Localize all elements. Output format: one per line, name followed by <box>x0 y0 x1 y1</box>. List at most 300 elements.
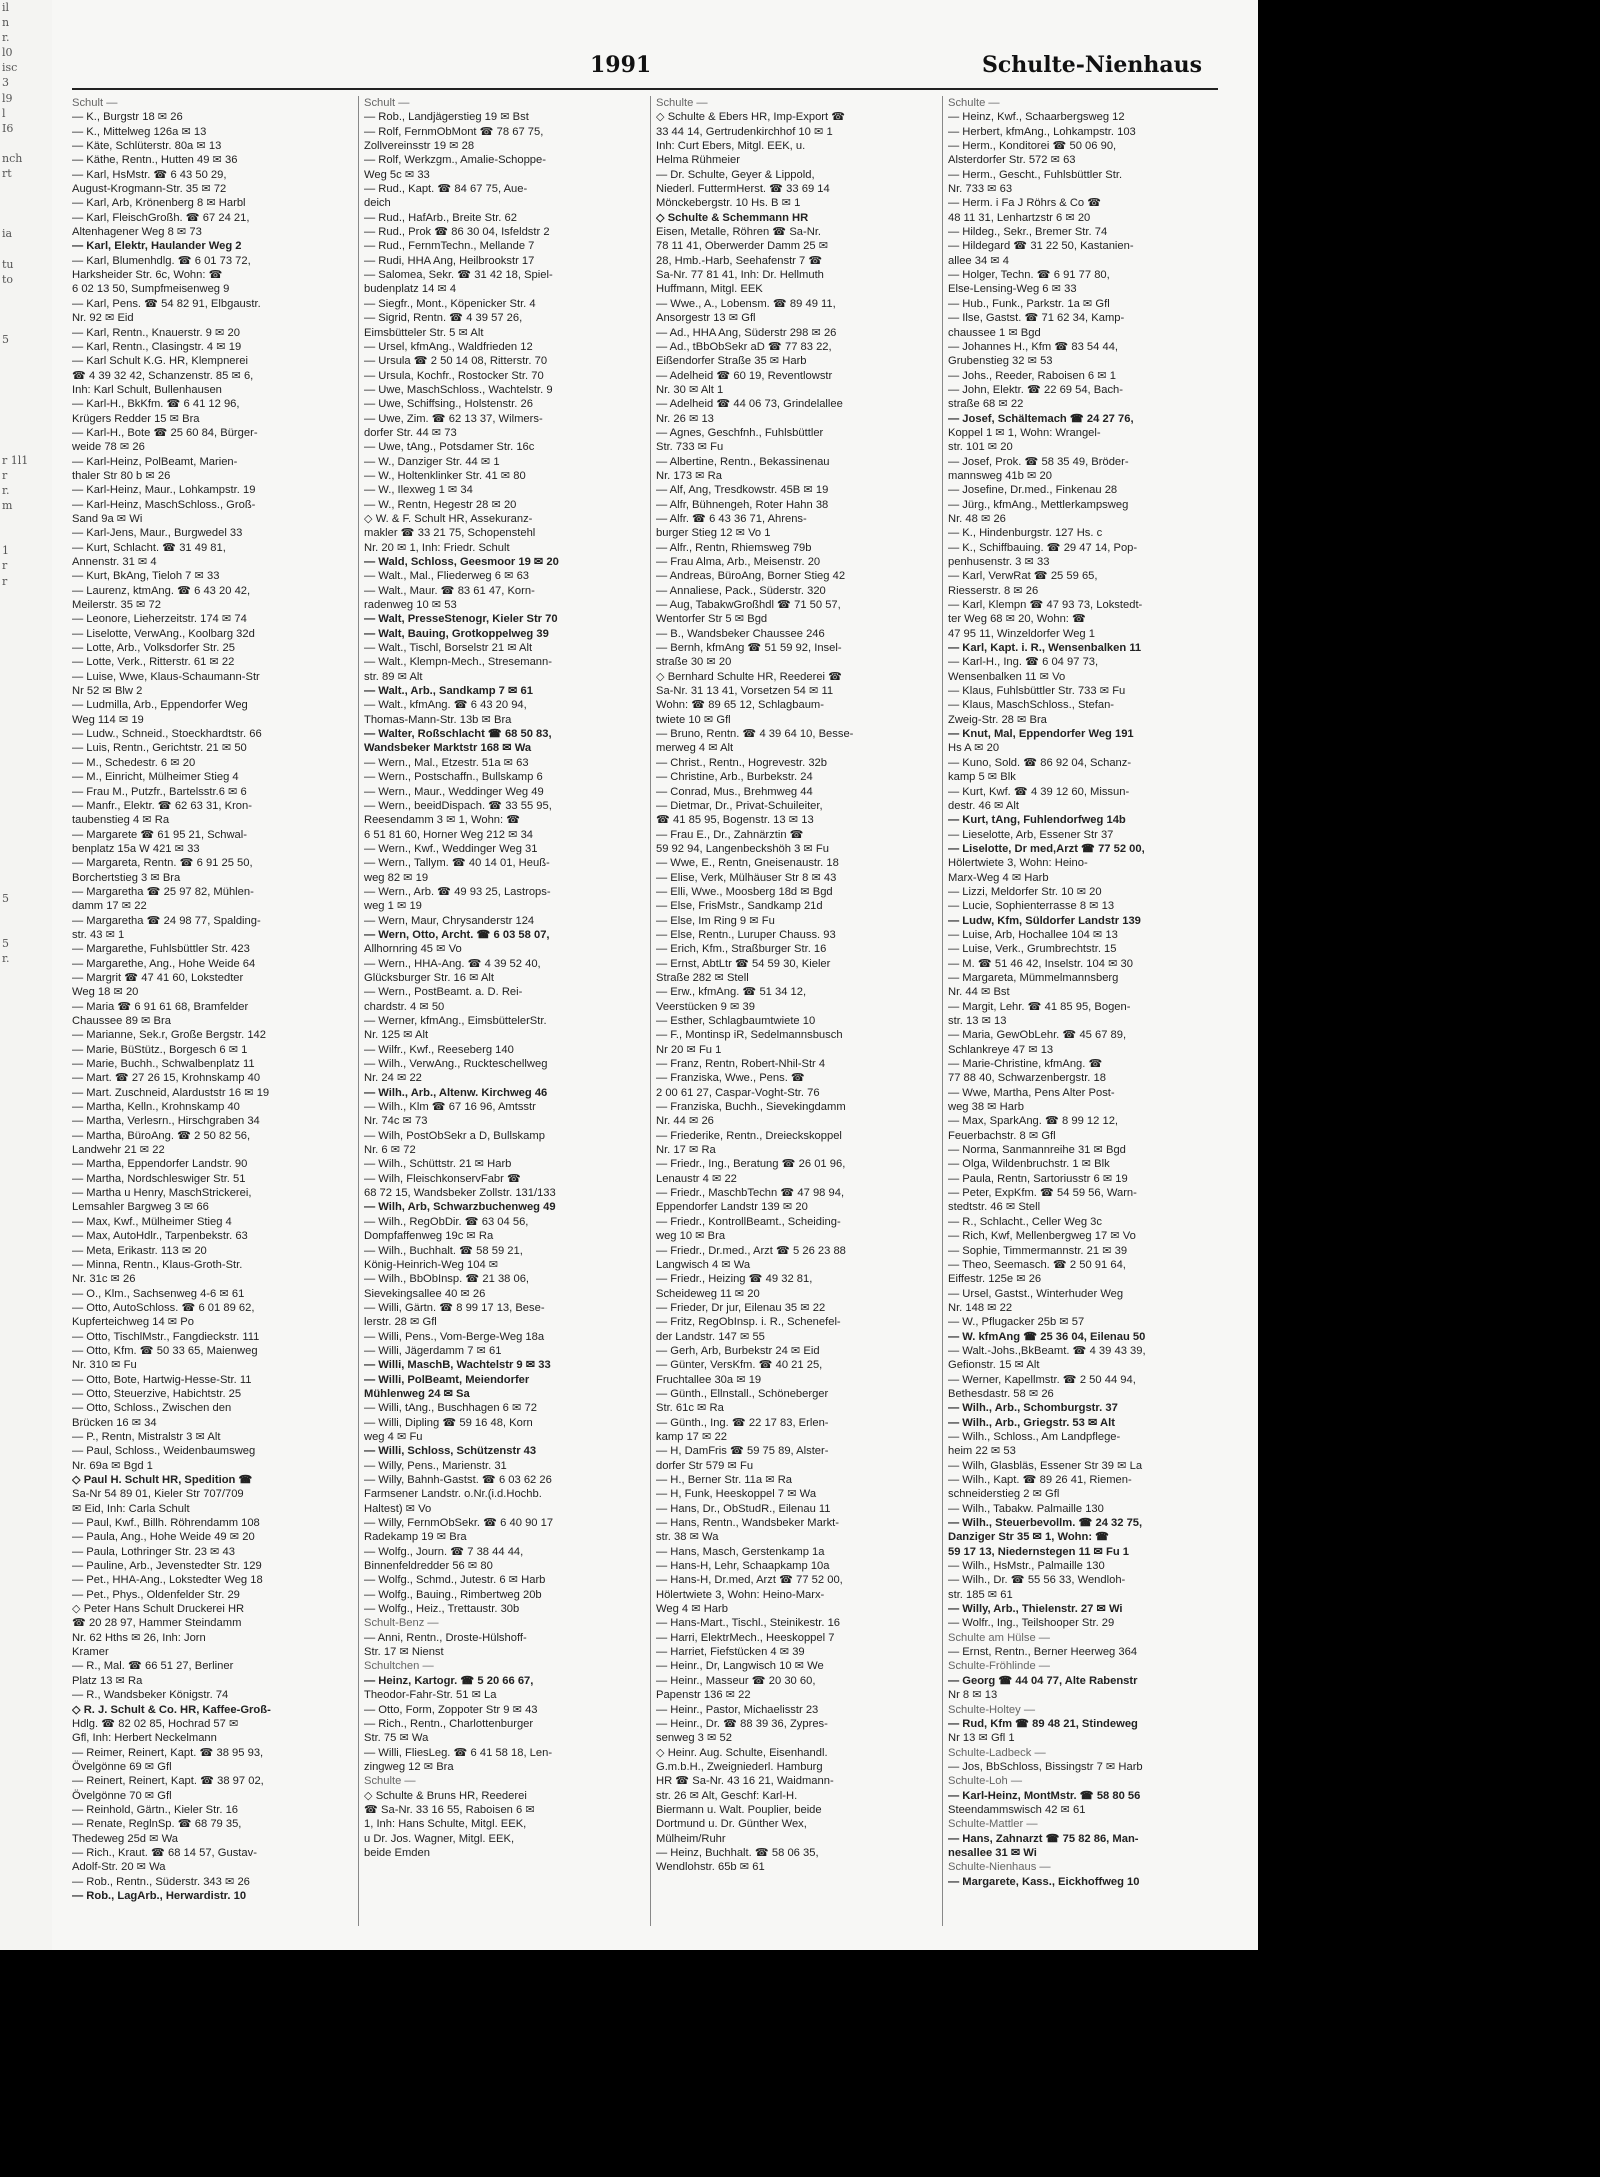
gutter-fragment <box>0 1751 52 1766</box>
directory-entry: — Karl-Heinz, Maur., Lohkampstr. 19 <box>72 484 256 497</box>
gutter-fragment: l <box>2 106 6 120</box>
directory-entry: 47 95 11, Winzeldorfer Weg 1 <box>948 627 1095 640</box>
directory-entry: — Wilh, PostObSekr a D, Bullskamp <box>364 1129 545 1142</box>
directory-entry: — H, DamFris ☎ 59 75 89, Alster- <box>656 1445 829 1458</box>
section-heading: Schulte-Holtey — <box>948 1703 1036 1716</box>
directory-entry: weg 1 ✉ 19 <box>364 900 422 913</box>
directory-entry: — Reinhold, Gärtn., Kieler Str. 16 <box>72 1803 239 1816</box>
directory-entry: — Karl, Kapt. i. R., Wensenbalken 11 <box>948 642 1142 655</box>
directory-entry: — Friedr., Heizing ☎ 49 32 81, <box>656 1273 813 1286</box>
directory-entry: Str. 75 ✉ Wa <box>364 1732 429 1745</box>
directory-entry: ☎ 4 39 32 42, Schanzenstr. 85 ✉ 6, <box>72 369 254 382</box>
gutter-fragment <box>0 1208 52 1223</box>
directory-entry: — Esther, Schlagbaumtwiete 10 <box>656 1015 816 1027</box>
directory-entry: — Walt., Klempn-Mech., Stresemann- <box>364 656 552 669</box>
directory-entry: — Karl, Elektr, Haulander Weg 2 <box>72 240 242 253</box>
directory-entry: — Wald, Schloss, Geesmoor 19 ✉ 20 <box>364 556 559 568</box>
gutter-fragment <box>0 1011 52 1026</box>
directory-entry: Weg 5c ✉ 33 <box>364 168 430 181</box>
directory-entry: — Aug, TabakwGroßhdl ☎ 71 50 57, <box>656 599 841 612</box>
section-heading: Schultchen — <box>364 1660 434 1673</box>
gutter-fragment <box>0 589 52 604</box>
gutter-fragment <box>0 438 52 453</box>
directory-entry: Nr. 20 ✉ 1, Inh: Friedr. Schult <box>364 541 510 554</box>
section-heading: Schulte — <box>656 97 708 109</box>
directory-entry: — Rud., Prok ☎ 86 30 04, Isfeldstr 2 <box>364 226 550 239</box>
directory-entry: — Günth., Ing. ☎ 22 17 83, Erlen- <box>656 1416 829 1429</box>
directory-entry: — Elise, Verk, Mülhäuser Str 8 ✉ 43 <box>656 871 837 884</box>
gutter-fragment <box>0 347 52 362</box>
directory-entry: Nr. 48 ✉ 26 <box>948 512 1006 525</box>
directory-entry: — Rud., Kapt. ☎ 84 67 75, Aue- <box>364 183 528 196</box>
directory-entry: — Christine, Arb., Burbekstr. 24 <box>656 771 813 784</box>
directory-entry: — Paula, Ang., Hohe Weide 49 ✉ 20 <box>72 1531 255 1544</box>
directory-entry: Sievekingsallee 40 ✉ 26 <box>364 1287 486 1300</box>
gutter-fragment <box>0 1238 52 1253</box>
directory-entry: — Minna, Rentn., Klaus-Groth-Str. <box>72 1258 243 1271</box>
directory-entry: — Wwe., A., Lobensm. ☎ 89 49 11, <box>656 297 836 310</box>
directory-entry: — Karl-Heinz, MaschSchloss., Groß- <box>72 498 256 511</box>
directory-entry: beide Emden <box>364 1846 430 1859</box>
directory-entry: — Rich., Rentn., Charlottenburger <box>364 1717 534 1730</box>
directory-entry: — Willy, FernmObSekr. ☎ 6 40 90 17 <box>364 1517 554 1530</box>
gutter-fragment <box>0 1162 52 1177</box>
directory-entry: Straße 282 ✉ Stell <box>656 971 749 984</box>
directory-entry: straße 30 ✉ 20 <box>656 656 732 669</box>
directory-entry: Nr. 44 ✉ Bst <box>948 986 1010 999</box>
gutter-fragment <box>0 1147 52 1162</box>
directory-entry: — Wwe, Martha, Pens Alter Post- <box>948 1086 1115 1099</box>
directory-entry: — Wilh., Klm ☎ 67 16 96, Amtsstr <box>364 1101 536 1114</box>
directory-entry: — Wern., Postschaffn., Bullskamp 6 <box>364 771 543 784</box>
directory-entry: — Reimer, Reinert, Kapt. ☎ 38 95 93, <box>72 1746 264 1759</box>
directory-entry: straße 68 ✉ 22 <box>948 398 1024 411</box>
directory-entry: — Karl-Jens, Maur., Burgwedel 33 <box>72 527 243 540</box>
directory-entry: — Ad., HHA Ang, Süderstr 298 ✉ 26 <box>656 326 837 339</box>
directory-entry: — Rud, Kfm ☎ 89 48 21, Stindeweg <box>948 1717 1138 1730</box>
directory-entry: 1, Inh: Hans Schulte, Mitgl. EEK, <box>364 1818 527 1831</box>
directory-entry: — Marie, Buchh., Schwalbenplatz 11 <box>72 1058 255 1071</box>
directory-entry: heim 22 ✉ 53 <box>948 1445 1016 1458</box>
gutter-fragment <box>0 362 52 377</box>
directory-entry: — Marie-Christine, kfmAng. ☎ <box>948 1058 1103 1071</box>
directory-entry: Meilerstr. 35 ✉ 72 <box>72 599 161 612</box>
gutter-fragment <box>0 1298 52 1313</box>
directory-entry: Str. 61c ✉ Ra <box>656 1402 724 1415</box>
directory-entry: — Willi, Jägerdamm 7 ✉ 61 <box>364 1344 502 1357</box>
directory-entry: ◇ Bernhard Schulte HR, Reederei ☎ <box>656 670 843 683</box>
gutter-fragment <box>0 1313 52 1328</box>
gutter-fragment <box>0 996 52 1011</box>
gutter-fragment <box>0 181 52 196</box>
gutter-fragment: r. <box>2 31 10 45</box>
directory-entry: — Wilh., Buchhalt. ☎ 58 59 21, <box>364 1244 523 1257</box>
directory-page <box>52 0 1258 1950</box>
gutter-fragment <box>0 377 52 392</box>
directory-entry: mannsweg 41b ✉ 20 <box>948 469 1052 482</box>
gutter-fragment <box>0 1615 52 1630</box>
directory-entry: Theodor-Fahr-Str. 51 ✉ La <box>364 1689 497 1702</box>
directory-entry: Eißendorfer Straße 35 ✉ Harb <box>656 355 807 368</box>
directory-entry: Landwehr 21 ✉ 22 <box>72 1144 165 1157</box>
directory-entry: — Herm., Konditorei ☎ 50 06 90, <box>948 140 1117 153</box>
directory-entry: Nr. 74c ✉ 73 <box>364 1115 428 1128</box>
directory-entry: — Mart. ☎ 27 26 15, Krohnskamp 40 <box>72 1072 261 1085</box>
directory-entry: — Wilh., Schüttstr. 21 ✉ Harb <box>364 1158 512 1171</box>
gutter-fragment <box>0 1585 52 1600</box>
directory-entry: Thomas-Mann-Str. 13b ✉ Bra <box>364 713 512 726</box>
directory-entry: — Willi, tAng., Buschhagen 6 ✉ 72 <box>364 1402 537 1415</box>
directory-entry: — Salomea, Sekr. ☎ 31 42 18, Spiel- <box>364 269 553 282</box>
gutter-fragment <box>0 408 52 423</box>
directory-entry: König-Heinrich-Weg 104 ✉ <box>364 1258 499 1271</box>
section-heading: Schult — <box>72 97 118 109</box>
directory-entry: — M., Schedestr. 6 ✉ 20 <box>72 756 196 769</box>
gutter-fragment <box>0 1132 52 1147</box>
directory-entry: — W., Ilexweg 1 ✉ 34 <box>364 484 473 497</box>
gutter-fragment <box>0 770 52 785</box>
directory-entry: — Willi, PolBeamt, Meiendorfer <box>364 1373 530 1386</box>
directory-entry: Zweig-Str. 28 ✉ Bra <box>948 713 1047 726</box>
gutter-fragment <box>0 921 52 936</box>
directory-entry: — Wolfg., Schmd., Jutestr. 6 ✉ Harb <box>364 1574 546 1587</box>
directory-entry: — Ernst, Rentn., Berner Heerweg 364 <box>948 1646 1138 1659</box>
directory-entry: — Wern., Maur., Weddinger Weg 49 <box>364 785 544 798</box>
gutter-fragment <box>0 1223 52 1238</box>
gutter-fragment <box>0 196 52 211</box>
directory-entry: u Dr. Jos. Wagner, Mitgl. EEK, <box>364 1832 515 1845</box>
directory-entry: stedtstr. 46 ✉ Stell <box>948 1201 1041 1214</box>
directory-entry: Nr. 31c ✉ 26 <box>72 1273 136 1286</box>
directory-entry: — Heinz, Kartogr. ☎ 5 20 66 67, <box>364 1674 534 1687</box>
directory-entry: Langwisch 4 ✉ Wa <box>656 1258 751 1271</box>
directory-entry: — Elli, Wwe., Moosberg 18d ✉ Bgd <box>656 885 833 898</box>
directory-entry: — Rob., Rentn., Süderstr. 343 ✉ 26 <box>72 1875 250 1888</box>
page-number: 1991 <box>590 52 652 78</box>
gutter-fragment <box>0 875 52 890</box>
directory-entry: — W., Holtenklinker Str. 41 ✉ 80 <box>364 469 526 482</box>
gutter-fragment <box>0 1283 52 1298</box>
gutter-fragment <box>0 1691 52 1706</box>
directory-entry: — Liselotte, Dr med,Arzt ☎ 77 52 00, <box>948 842 1145 855</box>
directory-entry: — Friederike, Rentn., Dreieckskoppel <box>656 1129 842 1142</box>
directory-entry: — Kurt, Schlacht. ☎ 31 49 81, <box>72 541 226 554</box>
directory-entry: makler ☎ 33 21 75, Schopenstehl <box>364 527 536 540</box>
directory-entry: — Walt, PresseStenogr, Kieler Str 70 <box>364 613 558 626</box>
directory-entry: — Karl Schult K.G. HR, Klempnerei <box>72 355 248 368</box>
gutter-fragment <box>0 1766 52 1781</box>
directory-entry: 28, Hmb.-Harb, Seehafenstr 7 ☎ <box>656 254 823 267</box>
gutter-fragment <box>0 1102 52 1117</box>
directory-entry: — Wilh., Kapt. ☎ 89 26 41, Riemen- <box>948 1474 1132 1486</box>
directory-entry: — Wern, Otto, Archt. ☎ 6 03 58 07, <box>364 928 550 941</box>
directory-entry: — Wilh, Glasbläs, Essener Str 39 ✉ La <box>948 1459 1143 1472</box>
directory-entry: Wohn: ☎ 89 65 12, Schlagbaum- <box>656 699 824 712</box>
directory-entry: — Hans-H, Lehr, Schaapkamp 10a <box>656 1560 830 1573</box>
gutter-fragment <box>0 1600 52 1615</box>
directory-entry: der Landstr. 147 ✉ 55 <box>656 1330 765 1343</box>
directory-entry: — Luis, Rentn., Gerichtstr. 21 ✉ 50 <box>72 742 247 755</box>
directory-entry: str. 38 ✉ Wa <box>656 1531 719 1544</box>
directory-entry: G.m.b.H., Zweigniederl. Hamburg <box>656 1760 823 1773</box>
directory-entry: — Pet., Phys., Oldenfelder Str. 29 <box>72 1588 240 1601</box>
section-heading: Schulte-Ladbeck — <box>948 1746 1046 1759</box>
directory-entry: — Manfr., Elektr. ☎ 62 63 31, Kron- <box>72 799 252 812</box>
gutter-fragment <box>0 1494 52 1509</box>
directory-entry: lerstr. 28 ✉ Gfl <box>364 1316 437 1329</box>
directory-entry: ☎ 41 85 95, Bogenstr. 13 ✉ 13 <box>656 814 814 827</box>
directory-entry: — Karl, Arb, Krönenberg 8 ✉ Harbl <box>72 197 246 210</box>
directory-entry: Nr. 733 ✉ 63 <box>948 183 1013 196</box>
gutter-fragment: l9 <box>2 91 13 105</box>
gutter-fragment <box>0 1540 52 1555</box>
gutter-fragment <box>0 1072 52 1087</box>
directory-entry: Eiffestr. 125e ✉ 26 <box>948 1273 1042 1286</box>
gutter-fragment <box>0 392 52 407</box>
gutter-fragment <box>0 317 52 332</box>
directory-entry: — Rob., Landjägerstieg 19 ✉ Bst <box>364 111 529 124</box>
directory-entry: — Albertine, Rentn., Bekassinenau <box>656 455 830 468</box>
directory-entry: Grubenstieg 32 ✉ 53 <box>948 355 1053 368</box>
gutter-fragment <box>0 1675 52 1690</box>
directory-entry: nesallee 31 ✉ Wi <box>948 1846 1037 1859</box>
directory-entry: — Reinert, Reinert, Kapt. ☎ 38 97 02, <box>72 1775 264 1788</box>
directory-entry: — Karl-H., Bote ☎ 25 60 84, Bürger- <box>72 426 258 439</box>
directory-entry: — Frau E., Dr., Zahnärztin ☎ <box>656 828 804 841</box>
directory-entry: — Max, AutoHdlr., Tarpenbekstr. 63 <box>72 1230 248 1243</box>
directory-entry: — Franziska, Buchh., Sievekingdamm <box>656 1101 846 1114</box>
directory-entry: — H, Funk, Heeskoppel 7 ✉ Wa <box>656 1488 817 1501</box>
directory-entry: Hölertwiete 3, Wohn: Heino-Marx- <box>656 1588 825 1601</box>
directory-entry: Nr. 44 ✉ 26 <box>656 1115 714 1128</box>
directory-entry: — Marie, BüStütz., Borgesch 6 ✉ 1 <box>72 1043 248 1056</box>
gutter-fragment: il <box>2 1 10 14</box>
directory-entry: Hölertwiete 3, Wohn: Heino- <box>948 857 1088 870</box>
directory-entry: Nr. 30 ✉ Alt 1 <box>656 383 724 396</box>
directory-entry: Nr 20 ✉ Fu 1 <box>656 1043 722 1056</box>
directory-entry: str. 43 ✉ 1 <box>72 928 125 941</box>
directory-entry: senweg 3 ✉ 52 <box>656 1732 732 1745</box>
directory-entry: chardstr. 4 ✉ 50 <box>364 1000 445 1013</box>
directory-entry: — Wern., beeidDispach. ☎ 33 55 95, <box>364 799 552 812</box>
directory-entry: — Marianne, Sek.r, Große Bergstr. 142 <box>72 1029 266 1042</box>
directory-entry: Lemsahler Bargweg 3 ✉ 66 <box>72 1201 209 1214</box>
directory-entry: — P., Rentn, Mistralstr 3 ✉ Alt <box>72 1430 221 1443</box>
directory-entry: — Heinr., Masseur ☎ 20 30 60, <box>656 1674 816 1687</box>
gutter-fragment <box>0 1736 52 1751</box>
directory-entry: ter Weg 68 ✉ 20, Wohn: ☎ <box>948 613 1086 626</box>
directory-entry: dorfer Str 579 ✉ Fu <box>656 1459 754 1472</box>
gutter-fragment: nch <box>2 151 23 165</box>
directory-entry: — Peter, ExpKfm. ☎ 54 59 56, Warn- <box>948 1187 1137 1200</box>
directory-entry: — Harri, ElektrMech., Heeskoppel 7 <box>656 1631 835 1644</box>
directory-entry: str. 26 ✉ Alt, Geschf: Karl-H. <box>656 1789 798 1802</box>
directory-entry: August-Krogmann-Str. 35 ✉ 72 <box>72 183 227 196</box>
directory-entry: — Werner, Kapellmstr. ☎ 2 50 44 94, <box>948 1373 1136 1386</box>
directory-entry: — Margaretha ☎ 25 97 82, Mühlen- <box>72 885 254 898</box>
column-2 <box>364 96 642 1926</box>
directory-entry: — W., Danziger Str. 44 ✉ 1 <box>364 455 500 468</box>
directory-entry: — Ludw, Kfm, Süldorfer Landstr 139 <box>948 914 1141 927</box>
directory-entry: — Friedr., MaschbTechn ☎ 47 98 94, <box>656 1187 845 1200</box>
directory-entry: — Ursula, Kochfr., Rostocker Str. 70 <box>364 369 544 382</box>
directory-entry: — Otto, Steuerzive, Habichtstr. 25 <box>72 1387 242 1400</box>
directory-entry: ◇ Heinr. Aug. Schulte, Eisenhandl. <box>656 1746 828 1759</box>
directory-entry: — Martha, BüroAng. ☎ 2 50 82 56, <box>72 1129 251 1142</box>
directory-entry: Nr. 69a ✉ Bgd 1 <box>72 1459 153 1472</box>
directory-entry: — Harriet, Fiefstücken 4 ✉ 39 <box>656 1646 805 1659</box>
gutter-fragment <box>0 1509 52 1524</box>
directory-entry: chaussee 1 ✉ Bgd <box>948 326 1041 339</box>
gutter-fragment <box>0 302 52 317</box>
directory-entry: — Heinr., Pastor, Michaelisstr 23 <box>656 1703 819 1716</box>
directory-entry: Mülheim/Ruhr <box>656 1832 726 1845</box>
directory-entry: Borchertstieg 3 ✉ Bra <box>72 871 181 884</box>
gutter-fragment <box>0 800 52 815</box>
directory-entry: — Martha, Kelln., Krohnskamp 40 <box>72 1101 240 1114</box>
directory-entry: — Lucie, Sophienterrasse 8 ✉ 13 <box>948 900 1115 913</box>
directory-columns <box>72 96 1218 1926</box>
directory-entry: — Karl, Pens. ☎ 54 82 91, Elbgaustr. <box>72 297 261 310</box>
directory-entry: Marx-Weg 4 ✉ Harb <box>948 871 1049 884</box>
gutter-fragment <box>0 1570 52 1585</box>
directory-entry: Nr. 24 ✉ 22 <box>364 1072 422 1085</box>
directory-entry: — Hans, Dr., ObStudR., Eilenau 11 <box>656 1502 831 1515</box>
directory-entry: — Ludmilla, Arb., Eppendorfer Weg <box>72 699 248 712</box>
directory-entry: — Uwe, tAng., Potsdamer Str. 16c <box>364 441 535 454</box>
directory-entry: Nr 13 ✉ Gfl 1 <box>948 1732 1015 1745</box>
directory-entry: — Wern., Mal., Etzestr. 51a ✉ 63 <box>364 756 529 769</box>
directory-entry: — Alfr, Bühnengeh, Roter Hahn 38 <box>656 498 829 511</box>
directory-entry: — Willi, Pens., Vom-Berge-Weg 18a <box>364 1330 545 1343</box>
directory-entry: — Walt., Maur. ☎ 83 61 47, Korn- <box>364 584 535 597</box>
directory-entry: Zollvereinsstr 19 ✉ 28 <box>364 140 475 153</box>
directory-entry: Nr 52 ✉ Blw 2 <box>72 685 143 698</box>
directory-entry: — Hans, Masch, Gerstenkamp 1a <box>656 1545 825 1558</box>
gutter-fragment: ia <box>2 227 13 241</box>
gutter-fragment: n <box>2 16 10 30</box>
directory-entry: — Margarete, Kass., Eickhoffweg 10 <box>948 1875 1140 1888</box>
gutter-fragment: r <box>2 468 8 482</box>
directory-entry: — Lotte, Arb., Volksdorfer Str. 25 <box>72 642 235 655</box>
gutter-fragment <box>0 1645 52 1660</box>
directory-entry: weide 78 ✉ 26 <box>72 441 145 454</box>
directory-entry: — R., Schlacht., Celler Weg 3c <box>948 1215 1102 1228</box>
directory-entry: Nr. 125 ✉ Alt <box>364 1029 429 1042</box>
directory-entry: Wandsbeker Marktstr 168 ✉ Wa <box>364 742 532 755</box>
gutter-fragment <box>0 860 52 875</box>
directory-entry: — Ad., tBbObSekr aD ☎ 77 83 22, <box>656 340 832 353</box>
directory-entry: — Herm., Gescht., Fuhlsbüttler Str. <box>948 168 1123 181</box>
directory-entry: Hs A ✉ 20 <box>948 742 1000 755</box>
directory-entry: budenplatz 14 ✉ 4 <box>364 283 457 296</box>
directory-entry: — Rob., LagArb., Herwardistr. 10 <box>72 1889 247 1902</box>
directory-entry: weg 4 ✉ Fu <box>364 1430 423 1443</box>
page-header <box>52 52 1258 86</box>
directory-entry: Glücksburger Str. 16 ✉ Alt <box>364 971 495 984</box>
directory-entry: — Johs., Reeder, Raboisen 6 ✉ 1 <box>948 369 1116 382</box>
directory-entry: — Willi, Dipling ☎ 59 16 48, Korn <box>364 1416 533 1429</box>
directory-entry: ◇ W. & F. Schult HR, Assekuranz- <box>364 512 533 525</box>
directory-entry: — Wern, Maur, Chrysanderstr 124 <box>364 914 535 927</box>
directory-entry: — Andreas, BüroAng, Borner Stieg 42 <box>656 570 846 583</box>
directory-entry: — Luise, Arb, Hochallee 104 ✉ 13 <box>948 928 1118 941</box>
directory-entry: Gfl, Inh: Herbert Neckelmann <box>72 1732 217 1745</box>
directory-entry: Huffmann, Mitgl. EEK <box>656 283 763 296</box>
gutter-fragment <box>0 1479 52 1494</box>
directory-entry: Sa-Nr 54 89 01, Kieler Str 707/709 <box>72 1488 244 1501</box>
directory-entry: Helma Rühmeier <box>656 154 740 167</box>
directory-entry: — Otto, Schloss., Zwischen den <box>72 1402 232 1415</box>
directory-entry: — Herm. i Fa J Röhrs & Co ☎ <box>948 197 1102 210</box>
directory-entry: — Sophie, Timmermannstr. 21 ✉ 39 <box>948 1244 1128 1257</box>
directory-entry: — Josef, Schältemach ☎ 24 27 76, <box>948 412 1134 425</box>
directory-entry: — Else, Rentn., Luruper Chauss. 93 <box>656 928 836 941</box>
directory-entry: — Dietmar, Dr., Privat-Schuileiter, <box>656 799 823 812</box>
directory-entry: — Uwe, MaschSchloss., Wachtelstr. 9 <box>364 383 553 396</box>
directory-entry: — Fritz, RegObInsp. i. R., Schenefel- <box>656 1316 841 1329</box>
directory-entry: weg 82 ✉ 19 <box>364 871 429 884</box>
directory-entry: Allhornring 45 ✉ Vo <box>364 943 462 956</box>
directory-entry: — Wwe, E., Rentn, Gneisenaustr. 18 <box>656 857 839 870</box>
directory-entry: — Ursel, Gastst., Winterhuder Weg <box>948 1287 1124 1300</box>
directory-entry: 6 51 81 60, Horner Weg 212 ✉ 34 <box>364 828 534 841</box>
directory-entry: — Wilh., Arb., Griegstr. 53 ✉ Alt <box>948 1416 1115 1429</box>
gutter-fragment: 5 <box>2 891 9 905</box>
directory-entry: — Hans-Mart., Tischl., Steinikestr. 16 <box>656 1617 841 1630</box>
gutter-fragment <box>0 1177 52 1192</box>
gutter-fragment: isc <box>2 61 18 75</box>
directory-entry: thaler Str 80 b ✉ 26 <box>72 469 171 482</box>
directory-entry: — Käte, Schlüterstr. 80a ✉ 13 <box>72 140 222 153</box>
directory-entry: — Karl-Heinz, MontMstr. ☎ 58 80 56 <box>948 1789 1141 1802</box>
gutter-fragment: r. <box>2 484 10 497</box>
directory-entry: — Wolfg., Heiz., Trettaustr. 30b <box>364 1603 520 1616</box>
directory-entry: — Walt., Mal., Fliederweg 6 ✉ 63 <box>364 570 530 583</box>
column-divider <box>942 96 943 1926</box>
directory-entry: Wensenbalken 11 ✉ Vo <box>948 670 1066 683</box>
directory-entry: — Karl-H., Ing. ☎ 6 04 97 73, <box>948 656 1099 669</box>
gutter-fragment <box>0 981 52 996</box>
gutter-fragment <box>0 1404 52 1419</box>
directory-entry: — Mart. Zuschneid, Alarduststr 16 ✉ 19 <box>72 1086 270 1099</box>
directory-entry: — Paula, Lothringer Str. 23 ✉ 43 <box>72 1545 235 1558</box>
gutter-fragment <box>0 906 52 921</box>
header-rule <box>72 88 1218 90</box>
gutter-fragment <box>0 1374 52 1389</box>
directory-entry: Wentorfer Str 5 ✉ Bgd <box>656 613 768 626</box>
gutter-fragment: I6 <box>2 121 14 135</box>
directory-entry: — Hub., Funk., Parkstr. 1a ✉ Gfl <box>948 297 1110 310</box>
gutter-fragment <box>0 1524 52 1539</box>
directory-entry: — Max, Kwf., Mülheimer Stieg 4 <box>72 1215 232 1228</box>
gutter-fragment: r <box>2 559 8 573</box>
gutter-fragment <box>0 1057 52 1072</box>
gutter-fragment <box>0 815 52 830</box>
directory-entry: — Klaus, MaschSchloss., Stefan- <box>948 699 1115 712</box>
directory-entry: — Leonore, Lieherzeitstr. 174 ✉ 74 <box>72 613 247 626</box>
directory-entry: Radekamp 19 ✉ Bra <box>364 1531 467 1544</box>
gutter-fragment <box>0 785 52 800</box>
directory-entry: schneiderstieg 2 ✉ Gfl <box>948 1488 1060 1501</box>
directory-entry: Str. 17 ✉ Nienst <box>364 1646 444 1659</box>
gutter-fragment <box>0 423 52 438</box>
directory-entry: — Frau Alma, Arb., Meisenstr. 20 <box>656 556 821 568</box>
directory-entry: — M., Einricht, Mülheimer Stieg 4 <box>72 771 239 784</box>
directory-entry: — Bruno, Rentn. ☎ 4 39 64 10, Besse- <box>656 728 854 741</box>
directory-entry: — W., Rentn, Hegestr 28 ✉ 20 <box>364 498 517 511</box>
scan-border <box>0 1950 1600 2177</box>
